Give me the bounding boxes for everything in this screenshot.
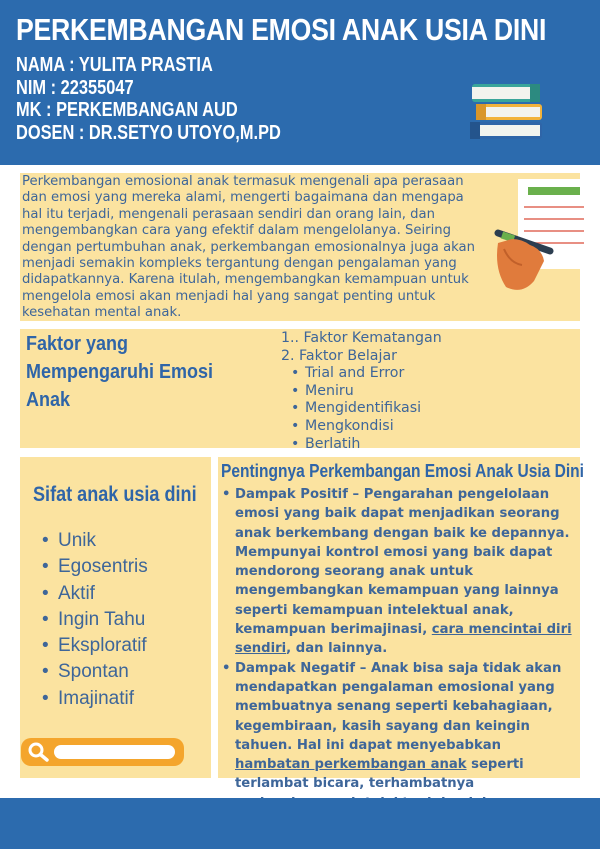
- faktor-list: [281, 330, 442, 453]
- intro-paragraph: Perkembangan emosional anak termasuk mengenali apa perasaan dan emosi yang mereka alami, mengerti bagaimana dan mengapa hal itu terjadi, mengenali perasaan sendiri dan orang lain, dan mengembangkan cara yang efektif dalam mengelolanya. Seiring dengan pertumbuhan anak, perkembangan emosionalnya juga akan menjadi semakin kompleks tergantung dengan pengalaman yang didapatkannya. Karena itulah, mengembangkan kemampuan untuk mengelola emosi akan menjadi hal yang sangat penting untuk kesehatan mental anak.: [22, 174, 475, 321]
- page-title: PERKEMBANGAN EMOSI ANAK USIA DINI: [16, 12, 547, 47]
- list-item: • Mengidentifikasi: [281, 400, 442, 418]
- list-item: • Mengkondisi: [281, 418, 442, 436]
- author-info: [16, 54, 281, 144]
- dampak-negatif-end: seperti terlambat bicara, terhambatnya: [235, 757, 524, 792]
- list-item: • Imajinatif: [42, 686, 148, 712]
- penting-heading: Pentingnya Perkembangan Emosi Anak Usia Dini: [221, 460, 584, 481]
- sifat-list: [42, 528, 148, 712]
- list-item: • Egosentris: [42, 554, 148, 580]
- footer-band: [0, 798, 600, 849]
- list-item: • Spontan: [42, 659, 148, 685]
- lecturer-name: DOSEN : DR.SETYO UTOYO,M.PD: [16, 121, 281, 144]
- paper-pencil-icon: [492, 177, 588, 295]
- list-item: • Meniru: [281, 383, 442, 401]
- student-id: NIM : 22355047: [16, 76, 134, 99]
- course-name: MK : PERKEMBANGAN AUD: [16, 99, 238, 121]
- search-icon[interactable]: [26, 741, 52, 763]
- sifat-heading: Sifat anak usia dini: [33, 483, 197, 506]
- list-item: 2. Faktor Belajar: [281, 347, 397, 364]
- list-item: • Berlatih: [281, 436, 442, 454]
- link-hambatan-perkembangan[interactable]: hambatan perkembangan anak: [235, 757, 467, 773]
- dampak-positif: [222, 485, 576, 659]
- penting-list: [222, 485, 576, 813]
- list-item: 1.. Faktor Kematangan: [281, 330, 442, 346]
- link-cara-mencintai-diri[interactable]: cara mencintai diri sendiri: [235, 622, 572, 657]
- dampak-positif-end: , dan lainnya.: [286, 641, 388, 657]
- faktor-heading: Faktor yang Mempengaruhi Emosi Anak: [26, 333, 214, 411]
- dampak-negatif-text: Dampak Negatif – Anak bisa saja tidak akan mendapatkan pengalaman emosional yang membuatnya senang seperti kebahagiaan, kegembiraan, kasih sayang dan keingin tahuen. Hal ini dapat menyebabkan: [235, 660, 562, 753]
- list-item: • Ingin Tahu: [42, 607, 148, 633]
- list-item: • Unik: [42, 528, 148, 554]
- dampak-positif-text: Dampak Positif – Pengarahan pengelolaan emosi yang baik dapat menjadikan seorang anak berkembang dengan baik ke depannya. Mempunyai kontrol emosi yang baik dapat mendorong seorang anak untuk mengembangkan kemampuan yang lainnya seperti kemampuan intelektual anak, kemampuan berimajinasi,: [235, 487, 570, 638]
- dampak-negatif: [222, 659, 576, 813]
- search-input[interactable]: [54, 745, 175, 759]
- list-item: • Aktif: [42, 581, 148, 607]
- author-name: NAMA : YULITA PRASTIA: [16, 54, 213, 76]
- books-icon: [466, 78, 550, 142]
- list-item: • Eksploratif: [42, 633, 148, 659]
- list-item: • Trial and Error: [281, 365, 442, 383]
